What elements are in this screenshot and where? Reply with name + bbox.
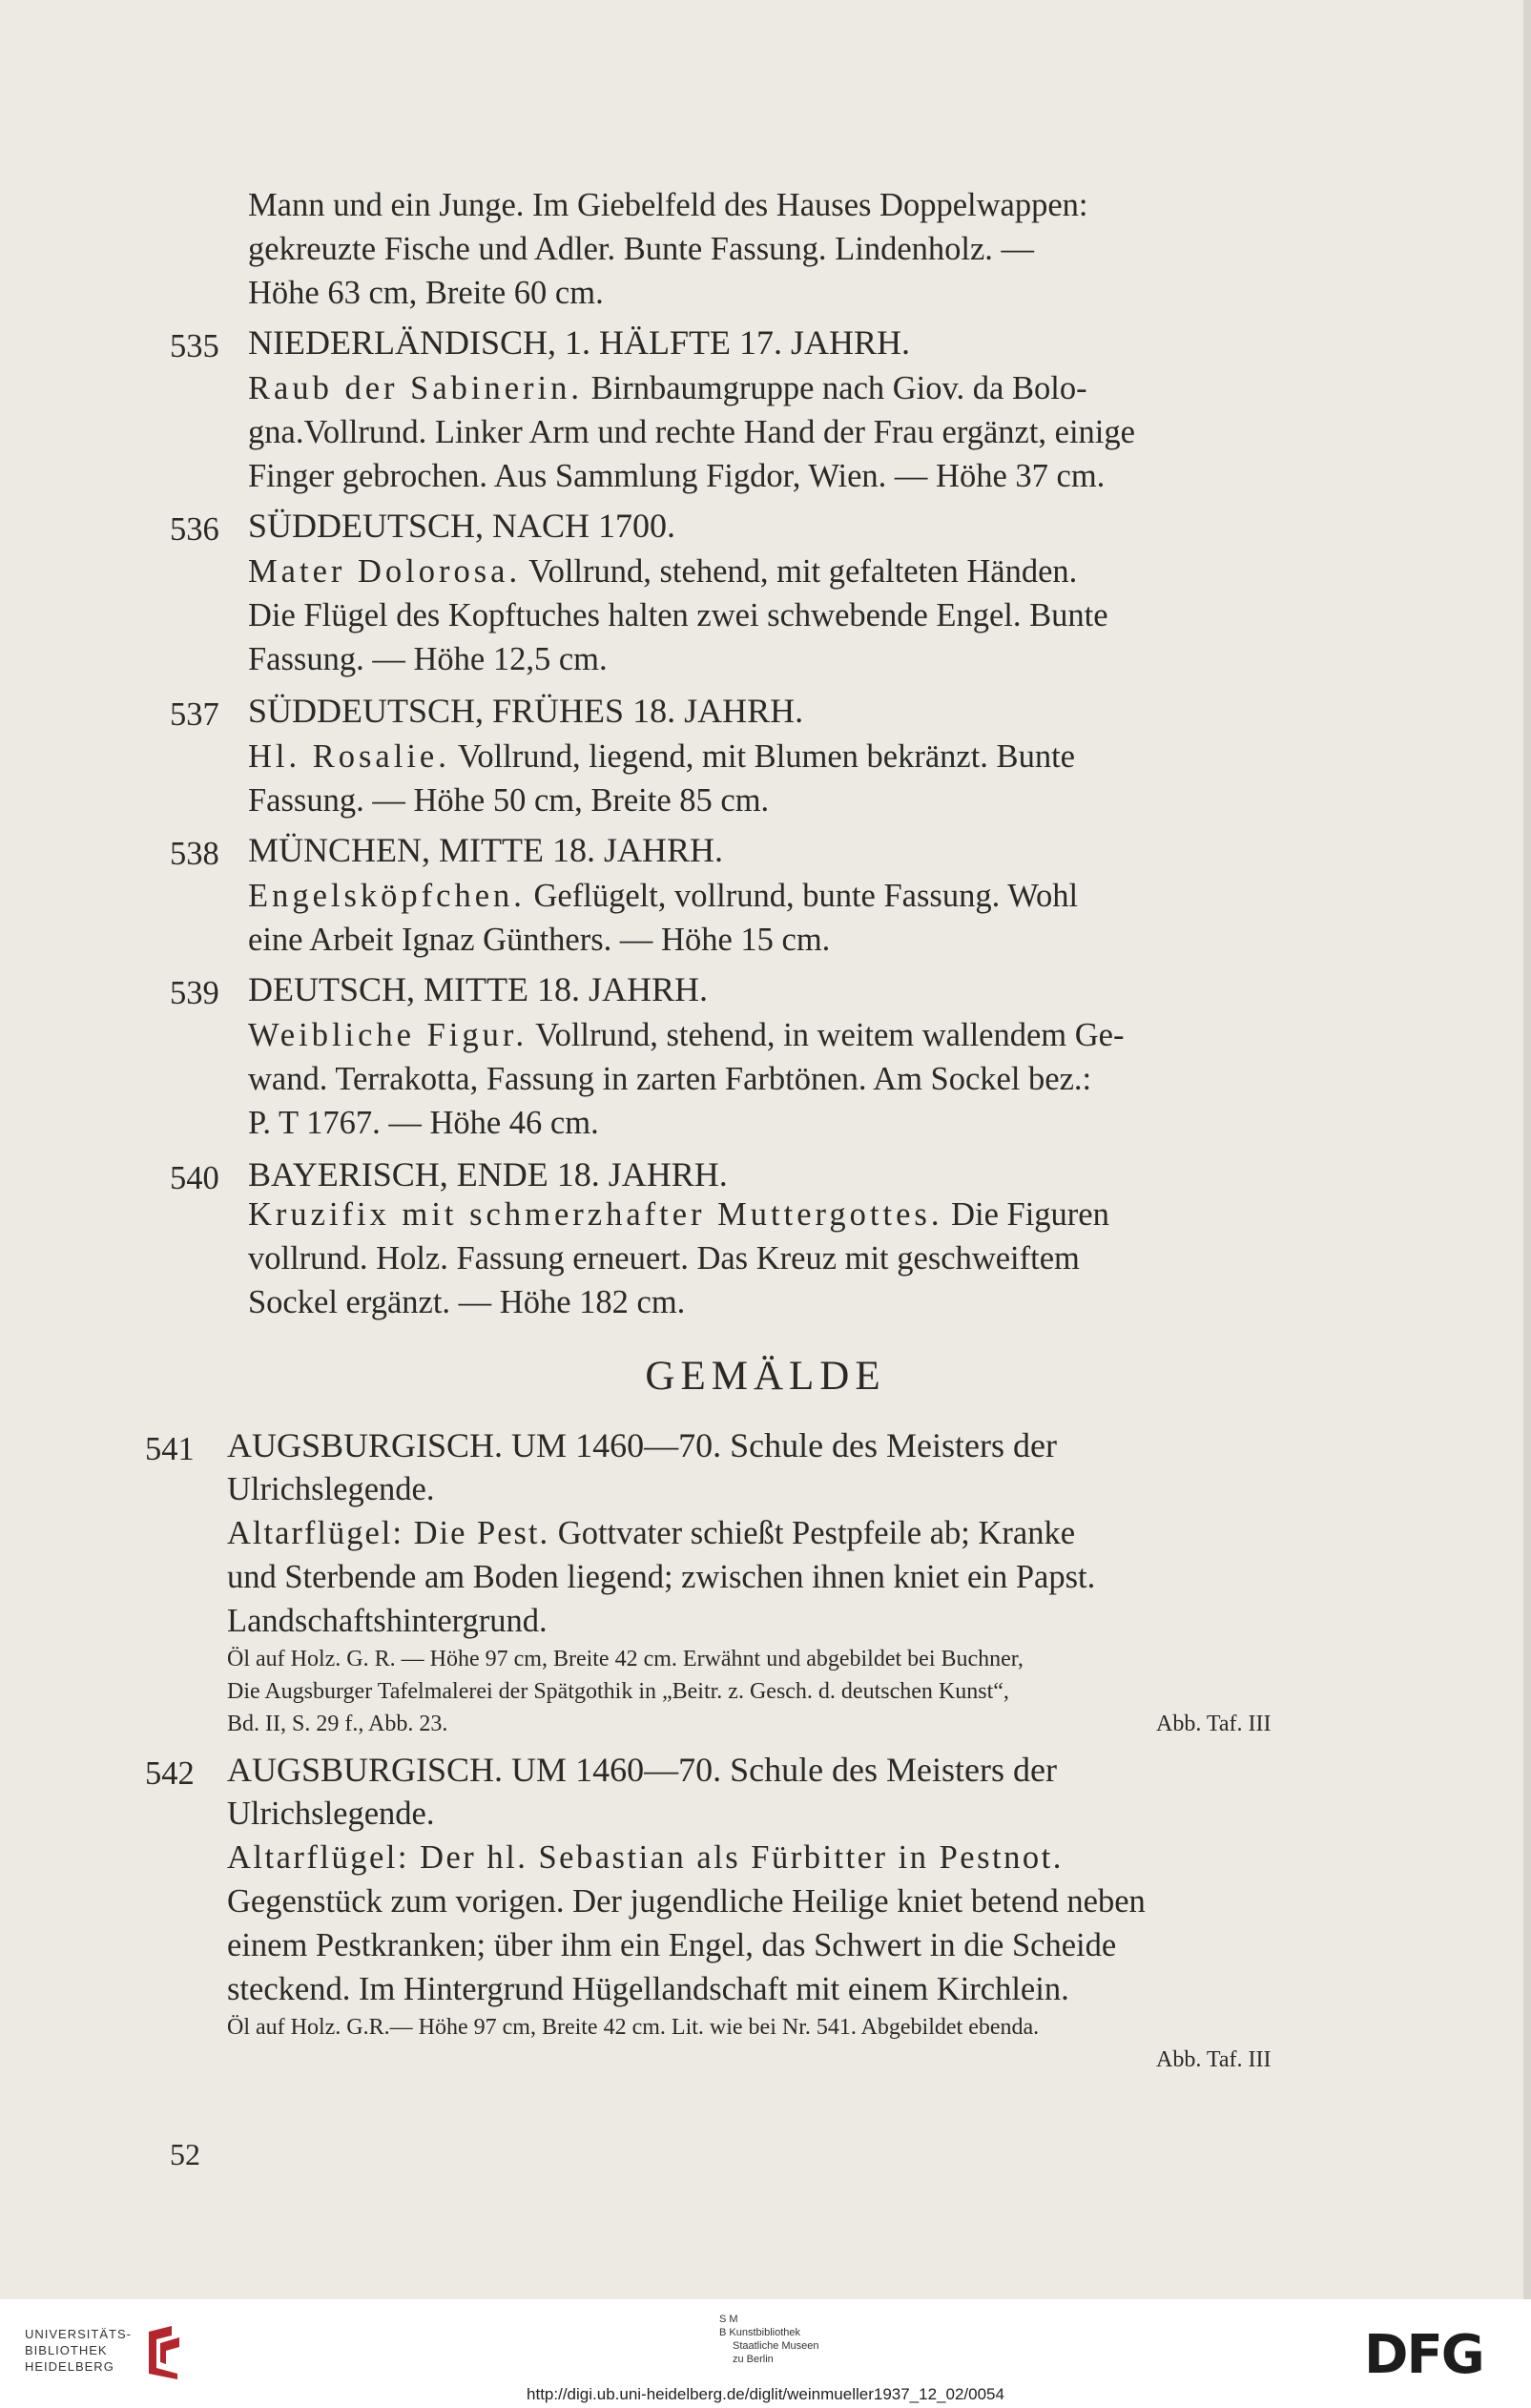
small-note: Öl auf Holz. G.R.— Höhe 97 cm, Breite 42 cm. Lit. wie bei Nr. 541. Abgebildet ebenda.	[227, 2015, 1040, 2040]
text-line: Fassung. — Höhe 12,5 cm.	[248, 641, 608, 677]
text-line: vollrund. Holz. Fassung erneuert. Das Kreuz mit geschweiftem	[248, 1240, 1080, 1277]
plate-reference: Abb. Taf. III	[1156, 2047, 1272, 2072]
text-line: Mann und ein Junge. Im Giebelfeld des Hauses Doppelwappen:	[248, 187, 1088, 223]
text-line: P. T 1767. — Höhe 46 cm.	[248, 1105, 599, 1141]
page-number: 52	[170, 2137, 200, 2171]
text-line: Die Figuren	[951, 1196, 1109, 1233]
text-line: Landschaftshintergrund.	[227, 1603, 548, 1639]
entry-number: 542	[145, 1755, 195, 1792]
entry-text	[248, 553, 1077, 591]
text-line: wand. Terrakotta, Fassung in zarten Farbtönen. Am Sockel bez.:	[248, 1061, 1092, 1097]
entry-heading: AUGSBURGISCH. UM 1460—70. Schule des Meisters der	[227, 1426, 1057, 1464]
entry-heading: MÜNCHEN, MITTE 18. JAHRH.	[248, 831, 723, 869]
text-line: Birnbaumgruppe nach Giov. da Bolo-	[590, 370, 1087, 406]
text-line: Geflügelt, vollrund, bunte Fassung. Wohl	[533, 878, 1079, 914]
text-line: Die Flügel des Kopftuches halten zwei schwebende Engel. Bunte	[248, 597, 1108, 633]
entry-heading-cont: Ulrichslegende.	[227, 1796, 435, 1832]
university-library-logo-text: UNIVERSITÄTS- BIBLIOTHEK HEIDELBERG	[25, 2327, 132, 2374]
entry-title: Altarflügel: Der hl. Sebastian als Fürbitter in Pestnot.	[227, 1839, 1064, 1876]
text-line: einem Pestkranken; über ihm ein Engel, das Schwert in die Scheide	[227, 1927, 1117, 1963]
small-note: Die Augsburger Tafelmalerei der Spätgothik in „Beitr. z. Gesch. d. deutschen Kunst“,	[227, 1679, 1009, 1704]
entry-title: Altarflügel: Die Pest.	[227, 1515, 550, 1551]
entry-number: 538	[170, 836, 219, 872]
entry-title: Kruzifix mit schmerzhafter Muttergottes.	[248, 1196, 943, 1233]
text-line: und Sterbende am Boden liegend; zwischen ihnen kniet ein Papst.	[227, 1559, 1096, 1595]
text-line: Sockel ergänzt. — Höhe 182 cm.	[248, 1284, 686, 1320]
entry-number: 540	[170, 1160, 219, 1196]
entry-title: Weibliche Figur.	[248, 1017, 528, 1053]
text-line: gna.Vollrund. Linker Arm und rechte Hand der Frau ergänzt, einige	[248, 414, 1135, 450]
entry-heading: SÜDDEUTSCH, FRÜHES 18. JAHRH.	[248, 692, 804, 730]
entry-number: 535	[170, 328, 219, 364]
small-note: Bd. II, S. 29 f., Abb. 23.	[227, 1712, 448, 1736]
entry-heading: NIEDERLÄNDISCH, 1. HÄLFTE 17. JAHRH.	[248, 323, 910, 362]
entry-text	[248, 738, 1075, 776]
entry-heading: BAYERISCH, ENDE 18. JAHRH.	[248, 1155, 728, 1194]
library-emblem-icon	[143, 2322, 185, 2381]
entry-number: 541	[145, 1431, 195, 1467]
footer-bar	[0, 2299, 1531, 2408]
entry-title: Engelsköpfchen.	[248, 878, 526, 914]
section-heading: GEMÄLDE	[645, 1354, 886, 1399]
text-line: gekreuzte Fische und Adler. Bunte Fassung. Lindenholz. —	[248, 231, 1035, 267]
entry-text	[248, 878, 1078, 915]
scan-edge	[1523, 0, 1531, 2299]
entry-heading: SÜDDEUTSCH, NACH 1700.	[248, 507, 676, 545]
entry-title: Hl. Rosalie.	[248, 738, 450, 775]
small-note: Öl auf Holz. G. R. — Höhe 97 cm, Breite 42 cm. Erwähnt und abgebildet bei Buchner,	[227, 1647, 1024, 1671]
text-line: Gegenstück zum vorigen. Der jugendliche Heilige kniet betend neben	[227, 1883, 1146, 1920]
entry-title: Raub der Sabinerin.	[248, 370, 583, 406]
entry-title: Mater Dolorosa.	[248, 553, 522, 590]
kunstbibliothek-logo-text: S M B Kunstbibliothek Staatliche Museen zu Berlin	[719, 2314, 819, 2365]
entry-heading: DEUTSCH, MITTE 18. JAHRH.	[248, 970, 708, 1008]
entry-heading: AUGSBURGISCH. UM 1460—70. Schule des Meisters der	[227, 1751, 1057, 1789]
text-line: Vollrund, liegend, mit Blumen bekränzt. Bunte	[457, 738, 1075, 775]
entry-text	[227, 1515, 1075, 1552]
text-line: Gottvater schießt Pestpfeile ab; Kranke	[557, 1515, 1076, 1551]
entry-number: 536	[170, 511, 219, 548]
text-line: Vollrund, stehend, in weitem wallendem Ge-	[535, 1017, 1125, 1053]
text-line: Vollrund, stehend, mit gefalteten Händen.	[528, 553, 1078, 590]
dfg-logo: DFG	[1364, 2324, 1483, 2386]
text-line: Höhe 63 cm, Breite 60 cm.	[248, 275, 604, 311]
source-url[interactable]: http://digi.ub.uni-heidelberg.de/diglit/weinmueller1937_12_02/0054	[527, 2385, 1004, 2403]
entry-heading-cont: Ulrichslegende.	[227, 1471, 435, 1507]
entry-text	[248, 1017, 1124, 1054]
plate-reference: Abb. Taf. III	[1156, 1712, 1272, 1736]
entry-number: 537	[170, 696, 219, 733]
text-line: Fassung. — Höhe 50 cm, Breite 85 cm.	[248, 782, 770, 819]
entry-text	[248, 1196, 1109, 1234]
text-line: Finger gebrochen. Aus Sammlung Figdor, Wien. — Höhe 37 cm.	[248, 458, 1106, 494]
entry-text	[248, 370, 1087, 407]
entry-number: 539	[170, 975, 219, 1011]
text-line: eine Arbeit Ignaz Günthers. — Höhe 15 cm.	[248, 922, 831, 958]
text-line: steckend. Im Hintergrund Hügellandschaft mit einem Kirchlein.	[227, 1971, 1069, 2007]
